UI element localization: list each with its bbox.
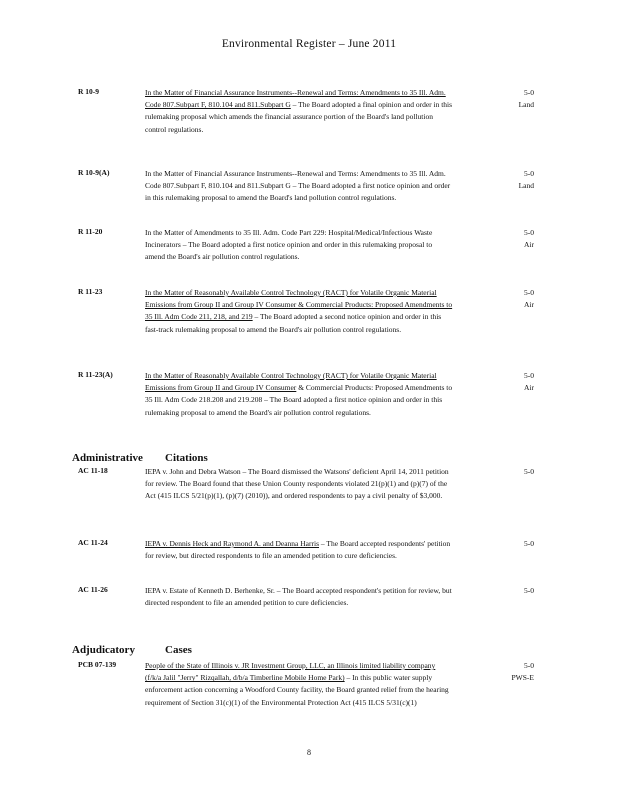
vote: 5-0 <box>524 467 534 476</box>
vote-and-category: 5-0 PWS-E <box>511 661 534 683</box>
entry-description: IEPA v. Estate of Kenneth D. Berhenke, Sr. – The Board accepted respondent's petition for review, but directed respondent to file an amended petition to cure deficiencies. <box>145 586 452 608</box>
vote-and-category: 5-0 Air <box>524 228 534 250</box>
section-heading-adjudicatory: Adjudicatory <box>72 644 135 656</box>
docket-number: R 10-9(A) <box>78 168 110 177</box>
vote-and-category: 5-0 Land <box>518 169 534 191</box>
page-header: Environmental Register – June 2011 <box>221 38 397 50</box>
docket-number: R 11-23(A) <box>78 370 113 379</box>
docket-number: R 10-9 <box>78 87 100 96</box>
vote: 5-0 <box>524 586 534 595</box>
vote: 5-0 <box>524 539 534 548</box>
entry-description: IEPA v. John and Debra Watson – The Board dismissed the Watsons' deficient April 14, 2011 petition for review. The Board found that these Union County respondents violated 21(p)(1) and (p)(7) of the Act (415 ILCS 5/21(p)(1), (p)(7) (2010)), and ordered respondents to pay a civil penalty of $3,000. <box>145 467 449 501</box>
entry-description: People of the State of Illinois v. JR Investment Group, LLC, an Illinois limited liability company (f/k/a Jalil "Jerry" Rizqallah, d/b/a Timberline Mobile Home Park) – In this public water supply enforcement action concerning a Woodford County facility, the Board granted relief from the hearing requirement of Section 31(c)(1) of the Environmental Protection Act (415 ILCS 5/31(c)(1) <box>145 661 449 707</box>
vote-and-category: 5-0 Air <box>524 371 534 393</box>
section-heading-cases: Cases <box>165 644 192 656</box>
docket-number: AC 11-26 <box>78 585 108 594</box>
section-heading-citations: Citations <box>165 452 208 464</box>
docket-number: PCB 07-139 <box>78 660 117 669</box>
docket-number: AC 11-18 <box>78 466 108 475</box>
entry-description: In the Matter of Financial Assurance Instruments--Renewal and Terms: Amendments to 35 Ill. Adm. Code 807.Subpart F, 810.104 and 811.Subpart G – The Board adopted a first notice opinion and order in this rulemaking proposal to amend the Board's land pollution control regulations. <box>145 169 451 203</box>
docket-number: R 11-23 <box>78 287 103 296</box>
entry-description: In the Matter of Reasonably Available Control Technology (RACT) for Volatile Organic Material Emissions from Group II and Group IV Consumer & Commercial Products: Proposed Amendments to 35 Ill. Adm Code 218.208 and 219.208 – The Board adopted a first notice opinion and order in this rulemaking proposal to amend the Board's air pollution control regulations. <box>145 371 453 417</box>
entry-description: In the Matter of Reasonably Available Control Technology (RACT) for Volatile Organic Material Emissions from Group II and Group IV Consumer & Commercial Products: Proposed Amendments to 35 Ill. Adm Code 211, 218, and 219 – The Board adopted a second notice opinion and order in this fast-track rulemaking proposal to amend the Board's air pollution control regulations. <box>145 288 453 334</box>
page-number: 8 <box>307 748 311 757</box>
docket-number: R 11-20 <box>78 227 103 236</box>
docket-number: AC 11-24 <box>78 538 108 547</box>
entry-description: IEPA v. Dennis Heck and Raymond A. and Deanna Harris – The Board accepted respondents' petition for review, but directed respondents to file an amended petition to cure deficiencies. <box>145 539 451 561</box>
vote-and-category: 5-0 Land <box>518 88 534 110</box>
vote-and-category: 5-0 Air <box>524 288 534 310</box>
entry-description: In the Matter of Amendments to 35 Ill. Adm. Code Part 229: Hospital/Medical/Infectious Waste Incinerators – The Board adopted a first notice opinion and order in this rulemaking proposal to amend the Board's air pollution control regulations. <box>145 228 433 262</box>
entry-description: In the Matter of Financial Assurance Instruments--Renewal and Terms: Amendments to 35 Ill. Adm. Code 807.Subpart F, 810.104 and 811.Subpart G – The Board adopted a final opinion and order in this rulemaking proposal which amends the financial assurance portion of the Board's land pollution control regulations. <box>145 88 453 134</box>
section-heading-administrative: Administrative <box>72 452 143 464</box>
